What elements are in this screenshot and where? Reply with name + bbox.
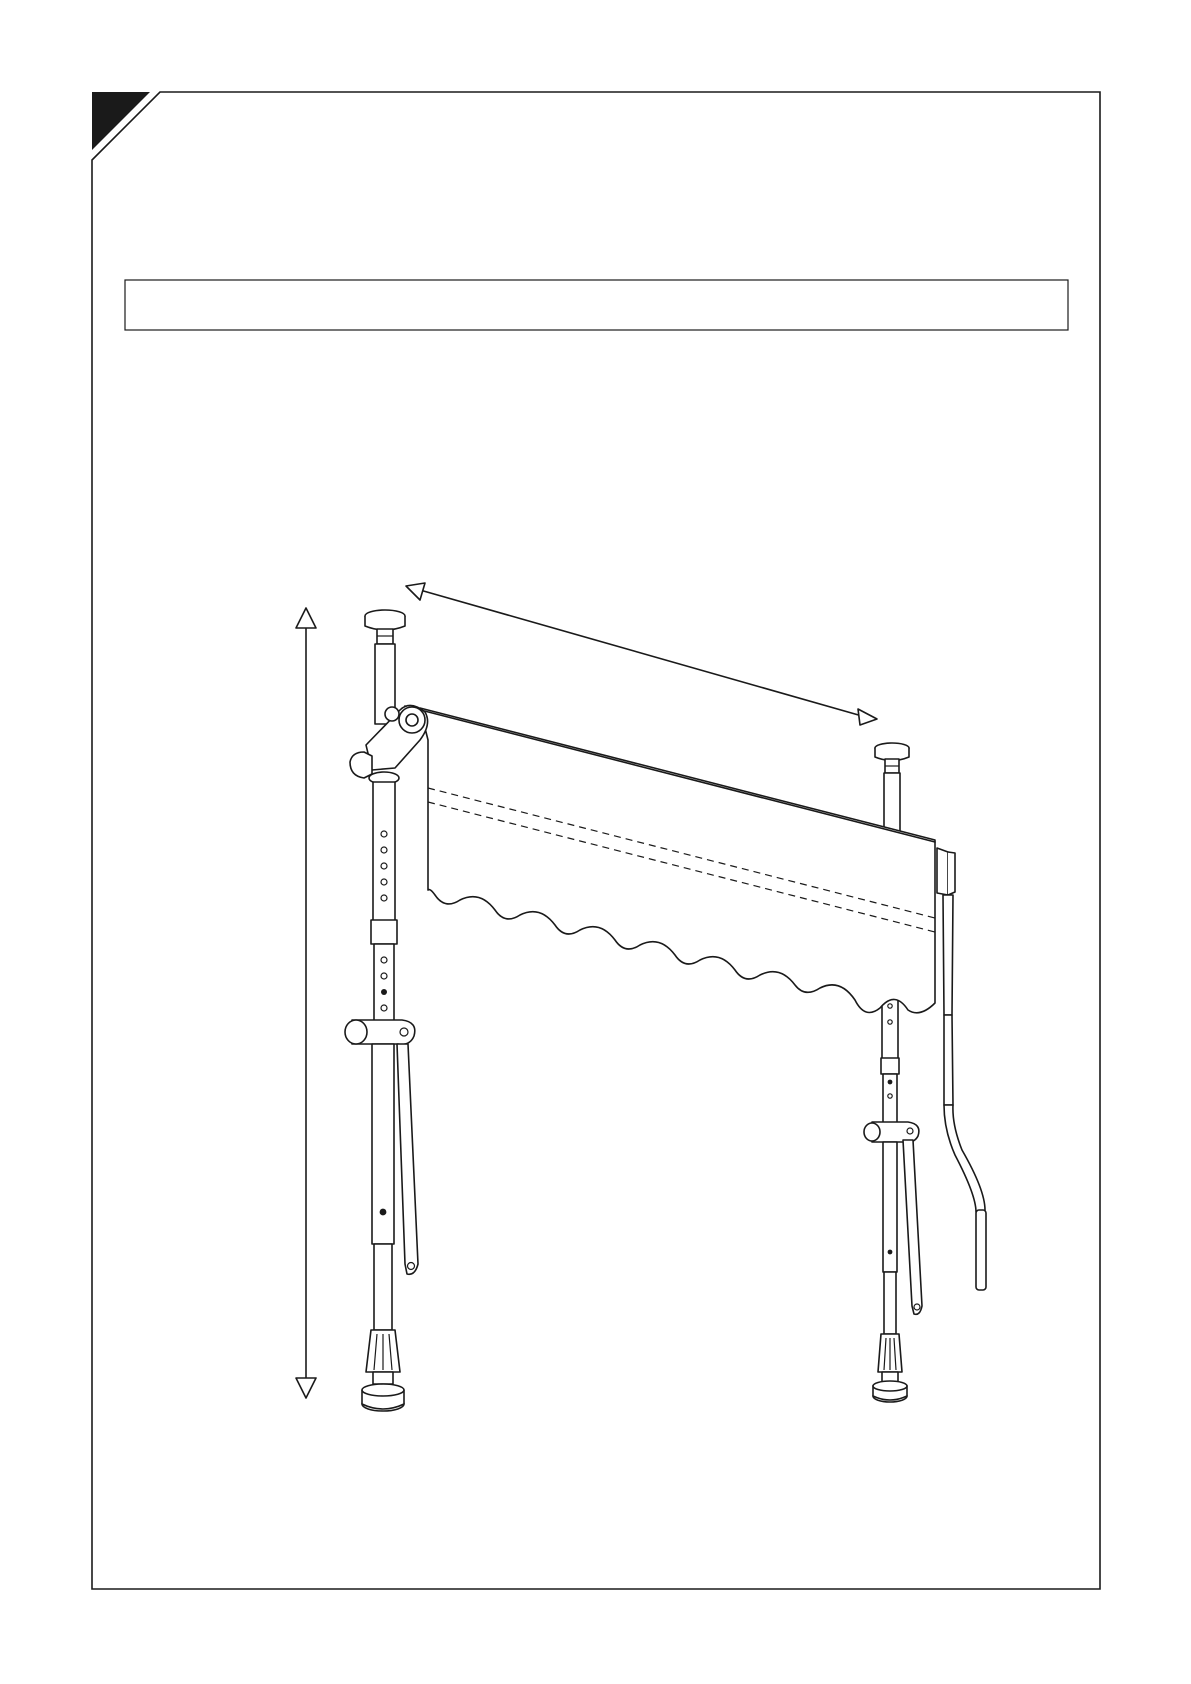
- left-pole: [345, 610, 428, 1411]
- awning-canopy: [405, 706, 935, 1013]
- step-corner-badge: [92, 92, 150, 150]
- instruction-box: [125, 280, 1068, 330]
- crank-handle: [937, 848, 986, 1290]
- width-arrow: [406, 583, 877, 725]
- height-arrow: [296, 608, 316, 1398]
